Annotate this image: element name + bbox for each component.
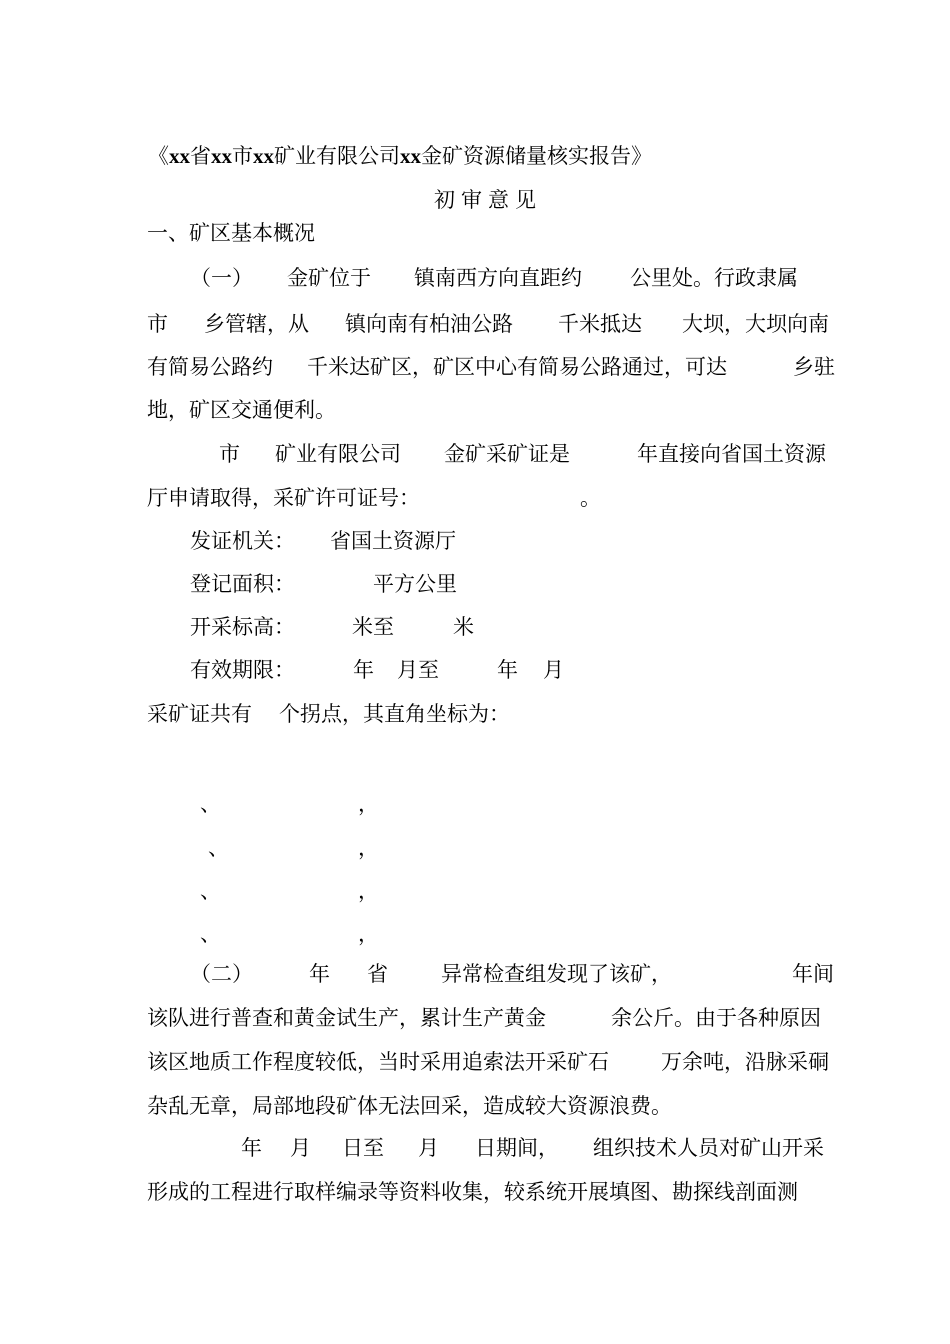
para3-text: 异常检查组发现了该矿， [441,962,672,986]
license-area-label: 登记面积： [190,572,295,596]
section-heading: 一、矿区基本概况 [147,221,315,245]
para3-text: 年 [309,962,330,986]
license-area-value: 平方公里 [373,572,457,596]
title-placeholder: xx [169,144,190,168]
para4-text: 组织技术人员对矿山开采 [593,1136,824,1160]
para3-text: 省 [367,962,388,986]
title-text: 市 [232,144,253,168]
title-text: 金矿资源储量核实报告》 [421,144,652,168]
para1-text: 乡管辖，从 [204,312,309,336]
para1-text: 大坝，大坝向南 [682,312,829,336]
para4-text: 月 [418,1136,439,1160]
para1-text: 镇南西方向直距约 [414,266,582,290]
license-issuer-value: 省国土资源厅 [330,529,456,553]
para2-text: 年直接向省国土资源 [637,442,826,466]
para1-text: 千米达矿区，矿区中心有简易公路通过，可达 [307,355,727,379]
coords-intro: 采矿证共有 [147,702,252,726]
license-elevation-from: 米至 [352,615,394,639]
para3-text: 该区地质工作程度较低，当时采用追索法开采矿石 [147,1050,609,1074]
license-issuer-label: 发证机关： [190,529,295,553]
license-validity-label: 有效期限： [190,658,295,682]
document-title [148,142,652,170]
para3-text: 杂乱无章，局部地段矿体无法回采，造成较大资源浪费。 [147,1094,672,1118]
license-validity-text: 年 [353,658,374,682]
license-validity-text: 月 [543,658,564,682]
para4-text: 月 [290,1136,311,1160]
para2-text: 金矿采矿证是 [444,442,570,466]
para4-text: 日期间， [475,1136,559,1160]
document-subtitle: 初审意见 [434,188,542,212]
para3-text: 余公斤。由于各种原因 [611,1006,821,1030]
coords-row-comma: ， [358,879,379,903]
title-placeholder: xx [211,144,232,168]
license-validity-text: 月至 [397,658,439,682]
coords-row-comma: ， [358,836,379,860]
coords-row-sep: 、 [200,922,221,946]
coords-row-comma: ， [358,792,379,816]
coords-intro: 个拐点，其直角坐标为： [279,702,510,726]
para4-text: 年 [241,1136,262,1160]
para1-text: （一） [190,266,253,290]
para1-text: 公里处。行政隶属 [630,266,798,290]
coords-row-sep: 、 [208,836,229,860]
coords-row-comma: ， [358,922,379,946]
para1-text: 千米抵达 [558,312,642,336]
para1-text: 地，矿区交通便利。 [147,398,336,422]
title-placeholder: xx [400,144,421,168]
para3-text: 年间 [792,962,834,986]
license-elevation-to: 米 [453,615,474,639]
para4-text: 日至 [342,1136,384,1160]
para2-text: 市 [219,442,240,466]
para3-text: 该队进行普查和黄金试生产，累计生产黄金 [147,1006,546,1030]
para1-text: 镇向南有柏油公路 [345,312,513,336]
para1-text: 有简易公路约 [147,355,273,379]
coords-row-sep: 、 [200,792,221,816]
para2-text: 矿业有限公司 [275,442,401,466]
title-text: 省 [190,144,211,168]
coords-row-sep: 、 [200,879,221,903]
para3-text: 万余吨，沿脉采硐 [661,1050,829,1074]
title-text: 矿业有限公司 [274,144,400,168]
para2-text: 。 [580,486,601,510]
license-elevation-label: 开采标高： [190,615,295,639]
para1-text: 金矿位于 [287,266,371,290]
para1-text: 市 [147,312,168,336]
para2-text: 厅申请取得，采矿许可证号： [147,486,420,510]
para3-text: （二） [190,962,253,986]
license-validity-text: 年 [497,658,518,682]
para1-text: 乡驻 [793,355,835,379]
title-placeholder: xx [253,144,274,168]
title-open-bracket: 《 [148,144,169,168]
para4-text: 形成的工程进行取样编录等资料收集，较系统开展填图、勘探线剖面测 [147,1180,798,1204]
